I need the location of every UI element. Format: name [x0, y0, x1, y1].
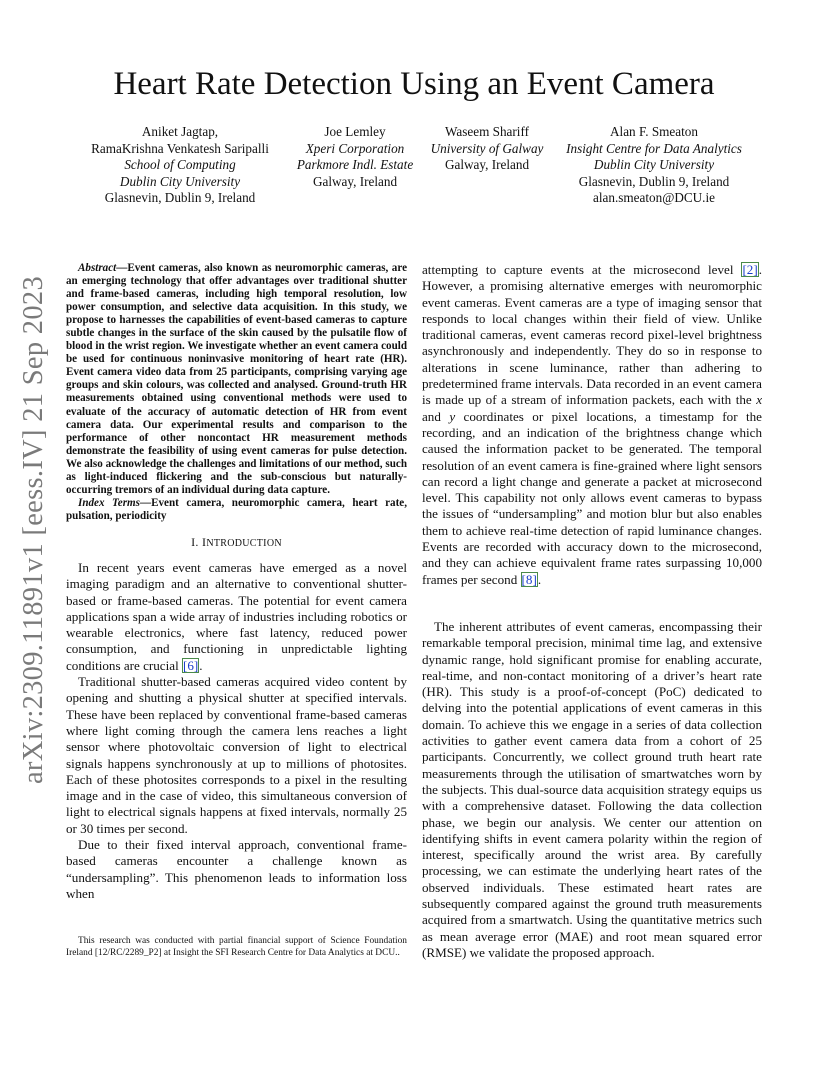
abstract-label: Abstract — [78, 262, 117, 274]
arxiv-identifier-text: arXiv:2309.11891v1 [eess.IV] 21 Sep 2023 — [18, 275, 50, 785]
intro-paragraph-3: Due to their fixed interval approach, conventional frame-based cameras encounter a challenge known as “undersampling”. This phenomenon leads to information loss when — [66, 836, 407, 901]
section-number: I. — [191, 534, 199, 549]
paragraph-text: . However, a promising alternative emerges with neuromorphic event cameras. Event cameras are a type of imaging sensor that responds to local changes within their field of view. Unlike traditional cameras, event cameras record pixel-level brightness asynchronously and independently. They do so in response to alterations in scene luminance, rather than adhering to predetermined frame intervals. Data recorded in an event camera is made up of a stream of information packets, each with the — [422, 262, 762, 408]
author-block-4 — [553, 124, 755, 207]
author-affiliation: University of Galway — [430, 140, 544, 156]
author-address: Galway, Ireland — [444, 157, 530, 173]
author-address: Glasnevin, Dublin 9, Ireland — [578, 173, 730, 189]
author-block-1 — [70, 124, 290, 207]
author-block-3 — [424, 124, 550, 174]
paragraph-text: . — [537, 571, 542, 587]
paragraph-text: . — [199, 657, 203, 673]
author-affiliation: School of Computing — [124, 157, 236, 173]
paragraph-text: and — [422, 408, 450, 424]
citation-link[interactable]: [8] — [521, 571, 537, 587]
section-heading-introduction — [66, 534, 407, 552]
author-affiliation: Insight Centre for Data Analytics — [566, 140, 742, 156]
arxiv-identifier-stamp — [13, 275, 55, 785]
paragraph-text: In recent years event cameras have emerged as a novel imaging paradigm and an alternative to conventional shutter-based or frame-based cameras. The potential for event camera applications span a wide array of industries including robotics or wearable electronics, where fast latency, reduced power consumption, and functioning in unpredictable lighting conditions are crucial — [66, 559, 407, 673]
math-variable-y: y — [449, 408, 456, 424]
index-terms-text: —Event camera, neuromorphic camera, heart rate, pulsation, periodicity — [66, 496, 407, 522]
author-affiliation: Xperi Corporation — [305, 140, 405, 156]
paper-title: Heart Rate Detection Using an Event Camera — [113, 66, 715, 102]
abstract-text: —Event cameras, also known as neuromorphic cameras, are an emerging technology that offer advantages over traditional shutter and frame-based cameras, including high temporal resolution, low power consumption, and selective data acquisition. In this study, we propose to harnesses the capabilities of event-based cameras to capture subtle changes in the surface of the skin caused by the pulsatile flow of blood in the wrist region. We investigate whether an event camera could be used for continuous noninvasive monitoring of heart rate (HR). Event camera video data from 25 participants, comprising varying age groups and skin colours, was collected and analysed. Ground-truth HR measurements obtained using conventional methods were used to evaluate of the accuracy of automatic detection of HR from event camera data. Our experimental results and comparison to the performance of other noncontact HR measurement methods demonstrate the feasibility of using event cameras for pulse detection. We also acknowledge the challenges and limitations of our method, such as light-induced flickering and the sub-conscious but naturally-occurring tremors of an individual during data capture. — [66, 262, 407, 496]
abstract — [66, 262, 407, 497]
author-name-line: Aniket Jagtap, — [141, 124, 219, 139]
index-terms — [66, 497, 407, 523]
intro-paragraph-right-2: The inherent attributes of event cameras, encompassing their remarkable temporal precision, minimal time lag, and extensive dynamic range, hold significant promise for enabling accurate, real-time, and non-contact monitoring of a driver’s heart rate (HR). This study is a proof-of-concept (PoC) dedicated to delving into the potential applications of event cameras in this domain. To achieve this we engage in a series of data collection activities to gather event camera data from a cohort of 25 participants. Concurrently, we collect ground truth heart rate measurements through the utilisation of smartwatches worn by the subjects. This dual-source data acquisition strategy equips us with a comprehensive dataset. Following the data collection phase, we begin our analysis. We center our attention on identifying shifts in event camera polarity within the region of interest, specifically around the wrist area. By carefully processing, we can estimate the underlying heart rates of the observed individuals. These estimated heart rates are subsequently compared against the ground truth measurements acquired from a smartwatch. Using the quantitative metrics such as mean average error (MAE) and root mean squared error (RMSE) we validate the proposed approach. — [422, 618, 762, 960]
citation-link[interactable]: [2] — [742, 262, 758, 277]
paragraph-text: coordinates or pixel locations, a timestamp for the recording, and an indication of the brightness change which caused the information packet to be generated. The temporal resolution of an event camera is fine-grained where light sensors can record a light change and generate a packet at microsecond level. This capability not only allows event cameras to bypass the issues of “undersampling” and motion blur but also enables them to achieve real-time detection of rapid luminance changes. Events are recorded with accuracy down to the microsecond, and they can achieve equivalent frame rates surpassing 10,000 frames per second — [422, 408, 762, 587]
intro-paragraph-1 — [66, 560, 407, 674]
author-name-line: RamaKrishna Venkatesh Saripalli — [91, 140, 269, 156]
author-email[interactable]: alan.smeaton@DCU.ie — [592, 190, 715, 206]
section-title-rest: NTRODUCTION — [206, 537, 282, 549]
citation-link[interactable]: [6] — [182, 657, 199, 673]
author-block-2 — [286, 124, 424, 190]
left-column — [66, 262, 407, 902]
author-name-line: Alan F. Smeaton — [610, 124, 698, 139]
author-name-line: Waseem Shariff — [444, 124, 530, 139]
funding-footnote: This research was conducted with partial financial support of Science Foundation Ireland [12/RC/2289_P2] at Insight the SFI Research Centre for Data Analytics at DCU.. — [66, 936, 407, 959]
intro-paragraph-continued — [422, 262, 762, 588]
paragraph-text: attempting to capture events at the microsecond level — [422, 262, 742, 277]
math-variable-x: x — [756, 392, 762, 408]
right-column — [422, 262, 762, 961]
author-affiliation: Dublin City University — [593, 157, 715, 173]
index-terms-label: Index Terms — [78, 496, 140, 509]
author-affiliation: Parkmore Indl. Estate — [296, 157, 414, 173]
author-affiliation: Dublin City University — [119, 173, 241, 189]
paragraph-gap — [422, 588, 762, 619]
intro-paragraph-2: Traditional shutter-based cameras acquired video content by opening and shutting a physical shutter at specified intervals. These have been replaced by conventional frame-based cameras where light coming through the camera lens reaches a light sensor where photovoltaic conversion of light to electrical signals happens synchronously at up to millions of photosites. Each of these photosites corresponds to a pixel in the resulting image and in the case of video, this simultaneous conversion of light to electrical signals happens at fixed intervals, normally 25 or 30 times per second. — [66, 674, 407, 836]
section-title-initial: I — [202, 534, 207, 549]
author-address: Galway, Ireland — [312, 173, 398, 189]
author-address: Glasnevin, Dublin 9, Ireland — [104, 190, 256, 206]
author-name-line: Joe Lemley — [324, 124, 386, 139]
